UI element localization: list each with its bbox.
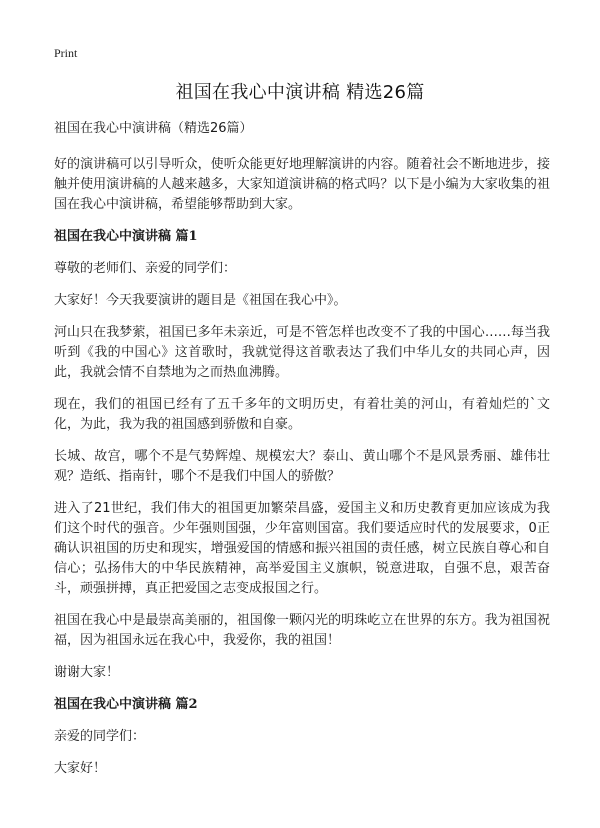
paragraph: 尊敬的老师们、亲爱的同学们：	[54, 261, 237, 276]
paragraph: 祖国在我心中是最崇高美丽的，祖国像一颗闪光的明珠屹立在世界的东方。我为祖国祝福，因为祖国永远在我心中，我爱你，我的祖国！	[54, 613, 550, 648]
section-heading: 祖国在我心中演讲稿 篇2	[54, 697, 198, 712]
article-body	[54, 120, 550, 791]
page-title: 祖国在我心中演讲稿 精选26篇	[175, 82, 425, 103]
paragraph: 大家好！今天我要演讲的题目是《祖国在我心中》。	[54, 293, 347, 308]
article-subtitle: 祖国在我心中演讲稿（精选26篇）	[54, 121, 253, 136]
print-link[interactable]: Print	[54, 46, 78, 60]
paragraph: 河山只在我梦萦，祖国已多年未亲近，可是不管怎样也改变不了我的中国心……每当我听到《我的中国心》这首歌时，我就觉得这首歌表达了我们中华儿女的共同心声，因此，我就会情不自禁地为之而热血沸腾。	[54, 325, 550, 380]
paragraph: 现在，我们的祖国已经有了五千多年的文明历史，有着壮美的河山，有着灿烂的`文化，为此，我为我的祖国感到骄傲和自豪。	[54, 397, 550, 432]
paragraph: 谢谢大家！	[54, 665, 120, 680]
paragraph: 亲爱的同学们：	[54, 729, 146, 744]
paragraph: 大家好！	[54, 761, 107, 776]
intro-paragraph: 好的演讲稿可以引导听众，使听众能更好地理解演讲的内容。随着社会不断地进步，接触并使用演讲稿的人越来越多，大家知道演讲稿的格式吗？以下是小编为大家收集的祖国在我心中演讲稿，希望能够帮助到大家。	[54, 157, 550, 212]
paragraph: 长城、故宫，哪个不是气势辉煌、规模宏大？泰山、黄山哪个不是风景秀丽、雄伟壮观？造纸、指南针，哪个不是我们中国人的骄傲？	[54, 449, 550, 484]
section-heading: 祖国在我心中演讲稿 篇1	[54, 229, 198, 244]
paragraph: 进入了21世纪，我们伟大的祖国更加繁荣昌盛，爱国主义和历史教育更加应该成为我们这个时代的强音。少年强则国强，少年富则国富。我们要适应时代的发展要求，0正确认识祖国的历史和现实，增强爱国的情感和振兴祖国的责任感，树立民族自尊心和自信心；弘扬伟大的中华民族精神，高举爱国主义旗帜，锐意进取，自强不息，艰苦奋斗，顽强拼搏，真正把爱国之志变成报国之行。	[54, 501, 550, 596]
